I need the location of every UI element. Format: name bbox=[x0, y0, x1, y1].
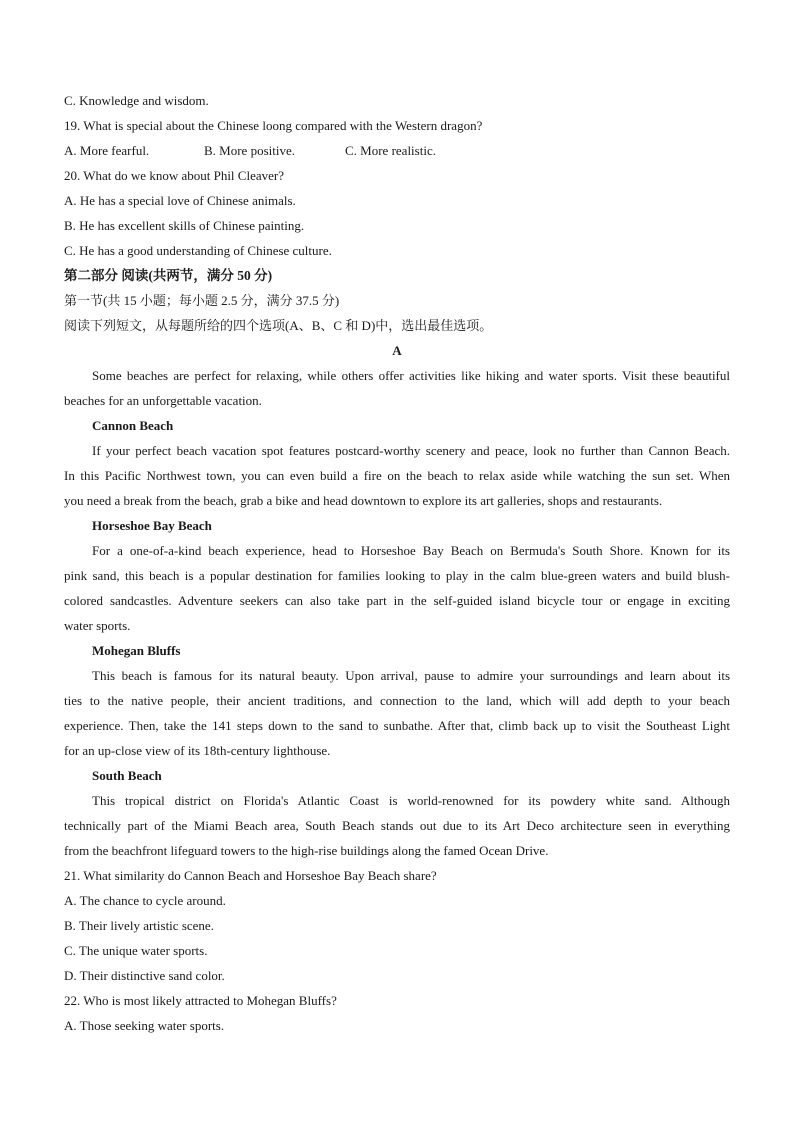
intro-line: Some beaches are perfect for relaxing, while others offer activities like hiking and water sports. Visit these beautiful bbox=[92, 368, 730, 383]
mohegan-line: This beach is famous for its natural beauty. Upon arrival, pause to admire your surroundings and learn about its bbox=[92, 668, 730, 683]
q20-option-b: B. He has excellent skills of Chinese painting. bbox=[64, 218, 305, 233]
mohegan-line: ties to the native people, their ancient traditions, and connection to the land, which will add depth to your beach bbox=[64, 693, 730, 708]
cannon-line: you need a break from the beach, grab a bike and head downtown to explore its art galleries, shops and restaurants. bbox=[64, 493, 663, 508]
part2-title: 第二部分 阅读(共两节，满分 50 分) bbox=[64, 268, 273, 283]
q21-option-d: D. Their distinctive sand color. bbox=[64, 968, 225, 983]
q21-option-b: B. Their lively artistic scene. bbox=[64, 918, 214, 933]
horseshoe-heading: Horseshoe Bay Beach bbox=[92, 518, 212, 533]
q19-option-c: C. More realistic. bbox=[345, 143, 436, 158]
cannon-line: If your perfect beach vacation spot features postcard-worthy scenery and peace, look no further than Cannon Beach. bbox=[92, 443, 730, 458]
q21-option-a: A. The chance to cycle around. bbox=[64, 893, 226, 908]
horseshoe-line: pink sand, this beach is a popular destination for families looking to play in the calm blue-green waters and build blush- bbox=[64, 568, 730, 583]
intro-line: beaches for an unforgettable vacation. bbox=[64, 393, 262, 408]
passage-letter: A bbox=[392, 343, 402, 358]
cannon-heading: Cannon Beach bbox=[92, 418, 174, 433]
q19-option-a: A. More fearful. bbox=[64, 143, 150, 158]
cannon-line: In this Pacific Northwest town, you can even build a fire on the beach to relax aside while watching the sun set. When bbox=[64, 468, 730, 483]
q20-stem: 20. What do we know about Phil Cleaver? bbox=[64, 168, 284, 183]
q21-option-c: C. The unique water sports. bbox=[64, 943, 208, 958]
mohegan-line: experience. Then, take the 141 steps down to the sand to sunbathe. After that, climb back up to visit the Southeast Light bbox=[64, 718, 730, 733]
south-line: technically part of the Miami Beach area, South Beach stands out due to its Art Deco architecture seen in everything bbox=[64, 818, 730, 833]
horseshoe-line: water sports. bbox=[64, 618, 131, 633]
south-heading: South Beach bbox=[92, 768, 162, 783]
horseshoe-line: For a one-of-a-kind beach experience, head to Horseshoe Bay Beach on Bermuda's South Shore. Known for its bbox=[92, 543, 730, 558]
instruction: 阅读下列短文，从每题所给的四个选项(A、B、C 和 D)中，选出最佳选项。 bbox=[64, 318, 493, 333]
mohegan-heading: Mohegan Bluffs bbox=[92, 643, 181, 658]
q20-option-c: C. He has a good understanding of Chinese culture. bbox=[64, 243, 332, 258]
q22-stem: 22. Who is most likely attracted to Mohegan Bluffs? bbox=[64, 993, 337, 1008]
q21-stem: 21. What similarity do Cannon Beach and Horseshoe Bay Beach share? bbox=[64, 868, 437, 883]
horseshoe-line: colored sandcastles. Adventure seekers can also take part in the self-guided island bicycle tour or engage in exciting bbox=[64, 593, 730, 608]
q22-option-a: A. Those seeking water sports. bbox=[64, 1018, 225, 1033]
section1-title: 第一节(共 15 小题；每小题 2.5 分，满分 37.5 分) bbox=[64, 293, 340, 308]
south-line: This tropical district on Florida's Atlantic Coast is world-renowned for its powdery white sand. Although bbox=[92, 793, 730, 808]
q18-option-c: C. Knowledge and wisdom. bbox=[64, 93, 209, 108]
q19-option-b: B. More positive. bbox=[204, 143, 295, 158]
south-line: from the beachfront lifeguard towers to the high-rise buildings along the famed Ocean Drive. bbox=[64, 843, 549, 858]
q19-options bbox=[64, 138, 730, 163]
q20-option-a: A. He has a special love of Chinese animals. bbox=[64, 193, 296, 208]
mohegan-line: for an up-close view of its 18th-century lighthouse. bbox=[64, 743, 331, 758]
q19-stem: 19. What is special about the Chinese loong compared with the Western dragon? bbox=[64, 118, 483, 133]
exam-page bbox=[64, 88, 730, 1038]
